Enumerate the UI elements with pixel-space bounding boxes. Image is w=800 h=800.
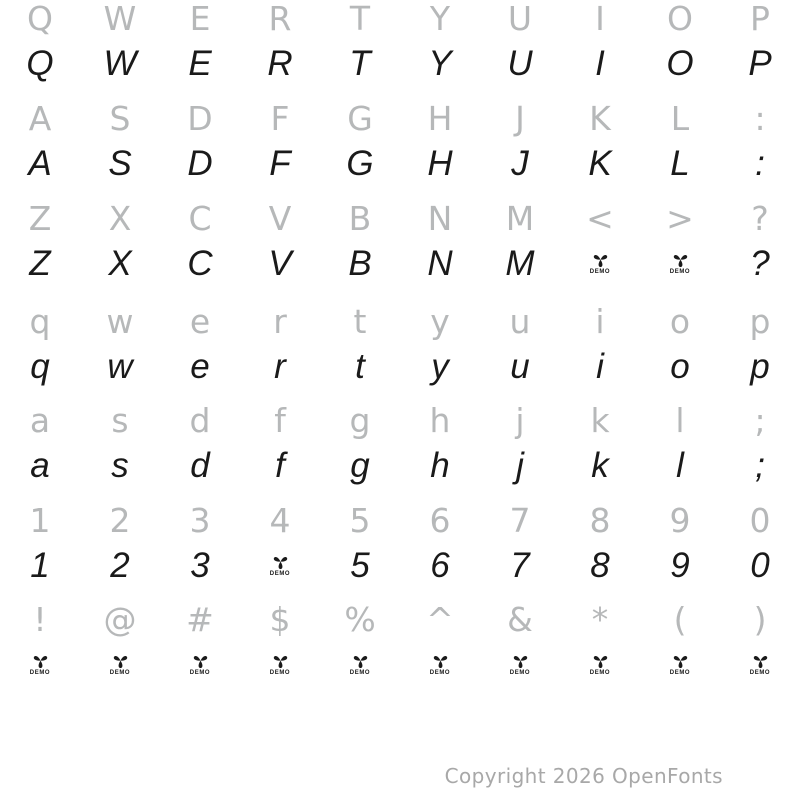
glyph-cell: S xyxy=(109,98,131,138)
glyph-cell: C xyxy=(187,244,213,283)
glyph-cell: C xyxy=(188,198,212,238)
glyph-cell: a xyxy=(30,446,50,485)
glyph-cell: e xyxy=(189,301,211,341)
glyph-cell: O xyxy=(667,0,693,38)
glyph-cell: 6 xyxy=(430,546,450,585)
glyph-cell: r xyxy=(273,301,287,341)
glyph-cell: j xyxy=(515,400,525,440)
glyph-cell: B xyxy=(348,198,372,238)
glyph-cell: N xyxy=(427,244,453,283)
specimen-row-digits-reference xyxy=(0,494,800,546)
glyph-cell: Z xyxy=(29,244,51,283)
glyph-cell: T xyxy=(349,44,371,83)
glyph-cell: ; xyxy=(755,446,765,485)
demo-placeholder-label: DEMO xyxy=(669,669,691,676)
glyph-cell: e xyxy=(190,347,210,386)
demo-placeholder-label: DEMO xyxy=(669,268,691,275)
glyph-cell: p xyxy=(750,347,770,386)
demo-placeholder-glyph xyxy=(750,655,770,676)
glyph-cell: Q xyxy=(26,44,54,83)
glyph-cell: B xyxy=(348,244,372,283)
glyph-cell: L xyxy=(670,98,690,138)
glyph-cell: l xyxy=(675,400,685,440)
glyph-cell: G xyxy=(346,144,374,183)
glyph-cell: K xyxy=(589,98,611,138)
demo-placeholder-glyph xyxy=(30,655,50,676)
glyph-cell: J xyxy=(511,144,529,183)
fleuron-icon xyxy=(673,254,688,268)
glyph-cell: ? xyxy=(751,198,769,238)
glyph-cell: E xyxy=(188,44,212,83)
demo-placeholder-glyph xyxy=(670,655,690,676)
glyph-cell: i xyxy=(596,347,604,386)
copyright-text: Copyright 2026 OpenFonts xyxy=(444,764,723,788)
glyph-cell: t xyxy=(355,347,365,386)
demo-placeholder-glyph xyxy=(350,655,370,676)
glyph-cell: ^ xyxy=(426,599,454,639)
glyph-cell: 9 xyxy=(670,546,690,585)
specimen-row-lowercase-home-reference xyxy=(0,394,800,446)
glyph-cell: k xyxy=(590,400,610,440)
glyph-cell: Q xyxy=(27,0,53,38)
glyph-cell: 5 xyxy=(350,546,370,585)
glyph-cell: > xyxy=(666,198,694,238)
specimen-row-uppercase-bottom-reference xyxy=(0,192,800,244)
glyph-cell: R xyxy=(267,44,293,83)
glyph-cell: f xyxy=(274,400,286,440)
glyph-cell: A xyxy=(28,144,52,183)
glyph-cell: Y xyxy=(428,44,452,83)
specimen-row-digits-demo xyxy=(0,540,800,592)
glyph-cell: P xyxy=(748,44,772,83)
glyph-cell: 7 xyxy=(509,500,531,540)
glyph-cell: q xyxy=(30,347,50,386)
glyph-cell: * xyxy=(591,599,609,639)
glyph-cell: ( xyxy=(673,599,687,639)
glyph-cell: M xyxy=(505,244,535,283)
glyph-cell: O xyxy=(666,44,694,83)
fleuron-icon xyxy=(593,655,608,669)
demo-placeholder-cell xyxy=(320,639,400,691)
glyph-cell: : xyxy=(754,98,766,138)
fleuron-icon xyxy=(193,655,208,669)
specimen-row-uppercase-bottom-demo xyxy=(0,238,800,290)
demo-placeholder-cell xyxy=(560,238,640,290)
glyph-cell: E xyxy=(189,0,211,38)
glyph-cell: 1 xyxy=(29,500,51,540)
glyph-cell: Y xyxy=(429,0,451,38)
demo-placeholder-glyph xyxy=(190,655,210,676)
demo-placeholder-glyph xyxy=(110,655,130,676)
fleuron-icon xyxy=(753,655,768,669)
demo-placeholder-glyph xyxy=(430,655,450,676)
glyph-cell: U xyxy=(507,44,533,83)
glyph-cell: 6 xyxy=(429,500,451,540)
specimen-row-uppercase-top-demo xyxy=(0,38,800,90)
glyph-cell: h xyxy=(429,400,451,440)
glyph-cell: j xyxy=(516,446,524,485)
glyph-cell: X xyxy=(108,244,132,283)
demo-placeholder-glyph xyxy=(590,254,610,275)
demo-placeholder-cell xyxy=(640,238,720,290)
demo-placeholder-label: DEMO xyxy=(189,669,211,676)
glyph-cell: ; xyxy=(754,400,766,440)
demo-placeholder-glyph xyxy=(510,655,530,676)
glyph-cell: ? xyxy=(750,244,770,283)
demo-placeholder-label: DEMO xyxy=(749,669,771,676)
glyph-cell: d xyxy=(190,446,210,485)
glyph-cell: V xyxy=(268,244,292,283)
glyph-cell: k xyxy=(591,446,609,485)
glyph-cell: w xyxy=(107,347,133,386)
glyph-cell: P xyxy=(750,0,770,38)
glyph-cell: I xyxy=(595,44,605,83)
demo-placeholder-cell xyxy=(240,639,320,691)
specimen-row-uppercase-home-demo xyxy=(0,138,800,190)
glyph-cell: y xyxy=(430,301,450,341)
demo-placeholder-label: DEMO xyxy=(349,669,371,676)
glyph-cell: 9 xyxy=(669,500,691,540)
glyph-cell: F xyxy=(269,144,291,183)
glyph-cell: N xyxy=(427,198,453,238)
glyph-cell: 5 xyxy=(349,500,371,540)
demo-placeholder-glyph xyxy=(270,556,290,577)
glyph-cell: y xyxy=(431,347,449,386)
glyph-cell: w xyxy=(106,301,134,341)
fleuron-icon xyxy=(113,655,128,669)
demo-placeholder-label: DEMO xyxy=(589,669,611,676)
glyph-cell: J xyxy=(515,98,525,138)
specimen-row-symbols-demo xyxy=(0,639,800,691)
fleuron-icon xyxy=(273,655,288,669)
glyph-cell: q xyxy=(29,301,51,341)
glyph-cell: V xyxy=(268,198,292,238)
glyph-cell: T xyxy=(349,0,371,38)
glyph-cell: ! xyxy=(33,599,47,639)
glyph-cell: u xyxy=(509,301,531,341)
glyph-cell: d xyxy=(189,400,211,440)
fleuron-icon xyxy=(273,556,288,570)
glyph-cell: M xyxy=(505,198,535,238)
glyph-cell: : xyxy=(755,144,765,183)
demo-placeholder-cell xyxy=(640,639,720,691)
fleuron-icon xyxy=(33,655,48,669)
glyph-cell: f xyxy=(275,446,285,485)
demo-placeholder-cell xyxy=(400,639,480,691)
demo-placeholder-label: DEMO xyxy=(269,669,291,676)
demo-placeholder-glyph xyxy=(670,254,690,275)
glyph-cell: 3 xyxy=(190,546,210,585)
glyph-cell: R xyxy=(268,0,292,38)
fleuron-icon xyxy=(593,254,608,268)
glyph-cell: & xyxy=(507,599,533,639)
glyph-cell: 0 xyxy=(750,546,770,585)
glyph-cell: G xyxy=(347,98,373,138)
glyph-cell: o xyxy=(669,301,691,341)
demo-placeholder-cell xyxy=(480,639,560,691)
glyph-cell: I xyxy=(595,0,605,38)
glyph-cell: U xyxy=(507,0,533,38)
glyph-cell: @ xyxy=(103,599,137,639)
glyph-cell: 8 xyxy=(590,546,610,585)
glyph-cell: u xyxy=(510,347,530,386)
glyph-cell: D xyxy=(187,144,213,183)
demo-placeholder-label: DEMO xyxy=(429,669,451,676)
glyph-cell: r xyxy=(274,347,286,386)
glyph-cell: X xyxy=(108,198,132,238)
glyph-cell: s xyxy=(111,446,129,485)
fleuron-icon xyxy=(513,655,528,669)
glyph-cell: D xyxy=(187,98,213,138)
demo-placeholder-cell xyxy=(160,639,240,691)
glyph-cell: ) xyxy=(753,599,767,639)
specimen-row-uppercase-home-reference xyxy=(0,92,800,144)
fleuron-icon xyxy=(353,655,368,669)
glyph-cell: W xyxy=(103,44,137,83)
glyph-cell: $ xyxy=(269,599,291,639)
demo-placeholder-glyph xyxy=(590,655,610,676)
glyph-cell: 4 xyxy=(269,500,291,540)
demo-placeholder-cell xyxy=(0,639,80,691)
glyph-cell: W xyxy=(103,0,137,38)
glyph-cell: H xyxy=(427,98,453,138)
demo-placeholder-cell xyxy=(720,639,800,691)
fleuron-icon xyxy=(433,655,448,669)
glyph-cell: t xyxy=(353,301,367,341)
glyph-cell: L xyxy=(670,144,690,183)
glyph-cell: l xyxy=(676,446,684,485)
glyph-cell: g xyxy=(350,446,370,485)
glyph-cell: 2 xyxy=(109,500,131,540)
glyph-cell: g xyxy=(349,400,371,440)
glyph-cell: a xyxy=(29,400,51,440)
glyph-cell: F xyxy=(270,98,290,138)
demo-placeholder-label: DEMO xyxy=(109,669,131,676)
glyph-cell: 8 xyxy=(589,500,611,540)
demo-placeholder-label: DEMO xyxy=(269,570,291,577)
glyph-cell: 3 xyxy=(189,500,211,540)
glyph-cell: K xyxy=(588,144,612,183)
glyph-cell: A xyxy=(28,98,52,138)
fleuron-icon xyxy=(673,655,688,669)
glyph-cell: i xyxy=(595,301,605,341)
glyph-cell: H xyxy=(427,144,453,183)
glyph-cell: s xyxy=(111,400,129,440)
specimen-row-lowercase-top-reference xyxy=(0,295,800,347)
demo-placeholder-cell xyxy=(240,540,320,592)
glyph-cell: o xyxy=(670,347,690,386)
specimen-row-symbols-reference xyxy=(0,593,800,645)
demo-placeholder-label: DEMO xyxy=(29,669,51,676)
glyph-cell: Z xyxy=(28,198,52,238)
specimen-row-lowercase-top-demo xyxy=(0,341,800,393)
demo-placeholder-cell xyxy=(80,639,160,691)
glyph-cell: 0 xyxy=(749,500,771,540)
glyph-cell: # xyxy=(186,599,214,639)
demo-placeholder-label: DEMO xyxy=(589,268,611,275)
glyph-cell: % xyxy=(344,599,376,639)
demo-placeholder-glyph xyxy=(270,655,290,676)
glyph-cell: h xyxy=(430,446,450,485)
demo-placeholder-cell xyxy=(560,639,640,691)
specimen-row-lowercase-home-demo xyxy=(0,440,800,492)
glyph-cell: < xyxy=(586,198,614,238)
glyph-cell: 1 xyxy=(30,546,50,585)
glyph-cell: 7 xyxy=(510,546,530,585)
demo-placeholder-label: DEMO xyxy=(509,669,531,676)
glyph-cell: p xyxy=(749,301,771,341)
glyph-cell: S xyxy=(108,144,132,183)
glyph-cell: 2 xyxy=(110,546,130,585)
